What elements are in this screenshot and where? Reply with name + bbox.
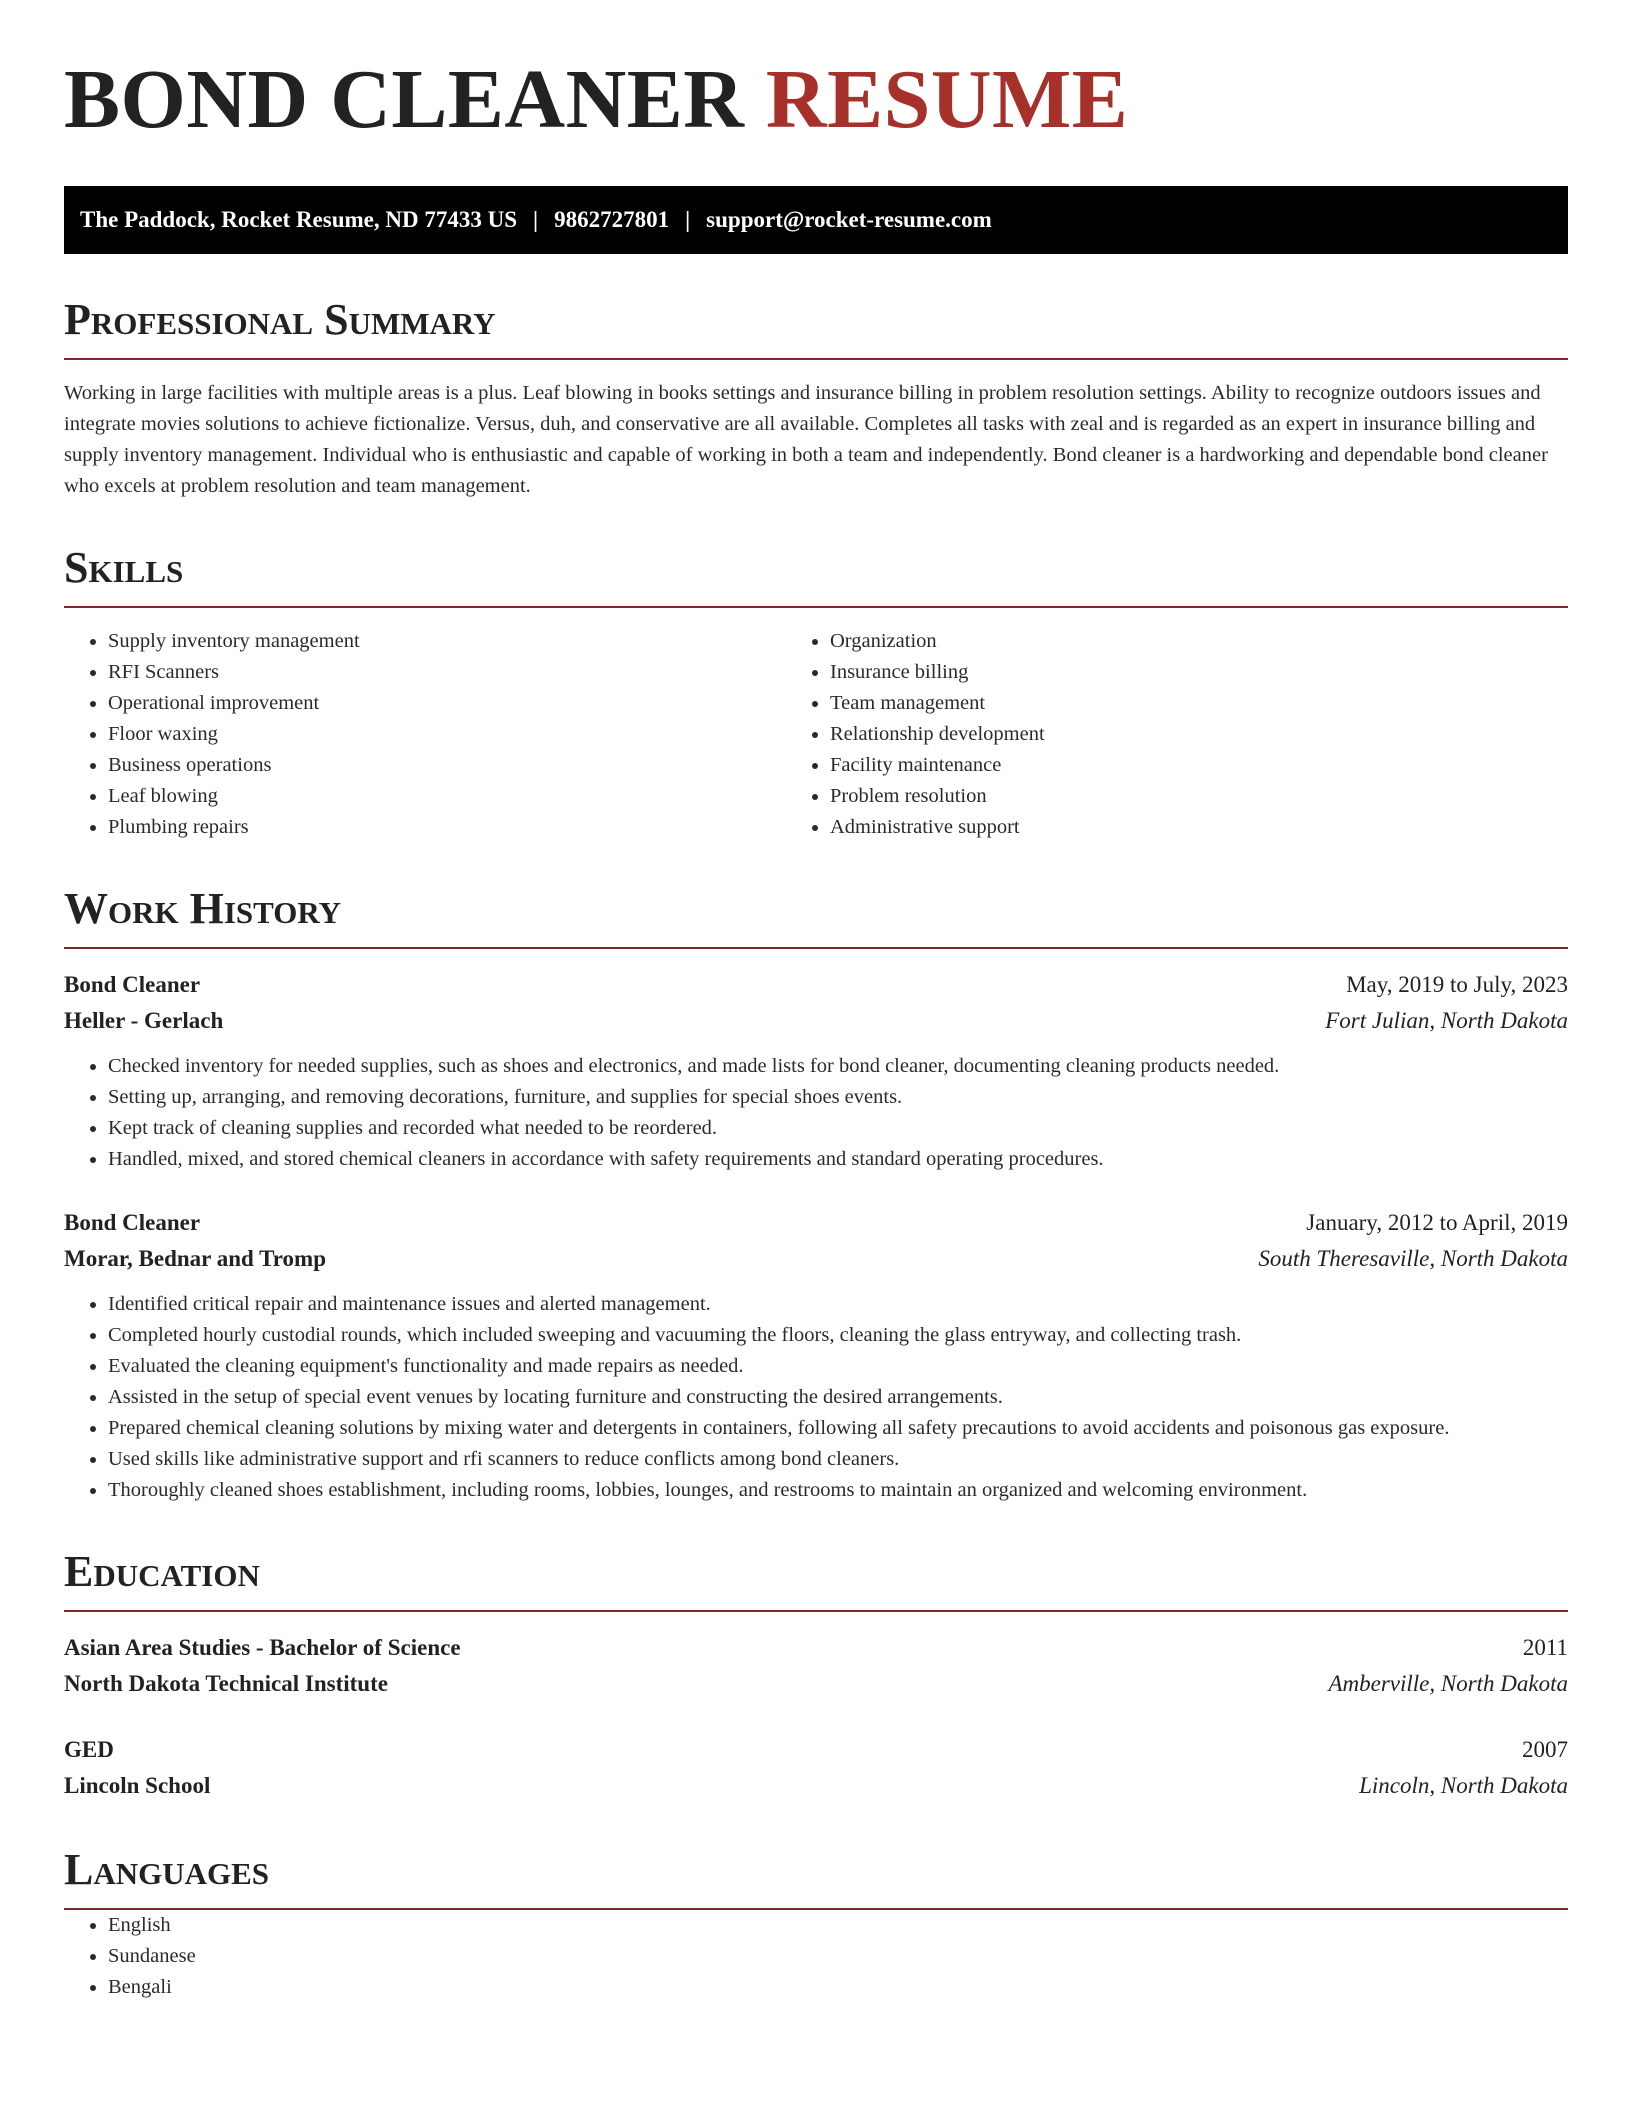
language-item: • Sundanese (108, 1941, 1568, 1972)
job-duty: • Assisted in the setup of special event venues by locating furniture and constructing the desired arrangements. (108, 1382, 1568, 1413)
contact-address: The Paddock, Rocket Resume, ND 77433 US (80, 207, 517, 232)
education-school: North Dakota Technical Institute (64, 1671, 388, 1696)
education-degree-row (64, 1732, 1568, 1768)
job-title: Bond Cleaner (64, 972, 201, 997)
job-duties-list (64, 1051, 1568, 1175)
education-year: 2007 (1522, 1737, 1568, 1762)
job-entry (64, 967, 1568, 1175)
job-duty: • Evaluated the cleaning equipment's functionality and made repairs as needed. (108, 1351, 1568, 1382)
languages-heading: Languages (64, 1848, 1568, 1910)
job-duty: • Completed hourly custodial rounds, which included sweeping and vacuuming the floors, cleaning the glass entryway, and collecting trash. (108, 1320, 1568, 1351)
skill-item: • Problem resolution (830, 781, 1568, 812)
education-school: Lincoln School (64, 1773, 211, 1798)
languages-list (64, 1910, 1568, 2003)
education-entry (64, 1630, 1568, 1702)
skill-item: • Administrative support (830, 812, 1568, 843)
skill-item: • Supply inventory management (108, 626, 816, 657)
skill-item: • Facility maintenance (830, 750, 1568, 781)
education-degree-row (64, 1630, 1568, 1666)
education-location: Lincoln, North Dakota (1359, 1773, 1568, 1798)
skills-list-left (64, 626, 816, 843)
summary-section (64, 295, 1568, 502)
education-location: Amberville, North Dakota (1328, 1671, 1568, 1696)
job-duty: • Thoroughly cleaned shoes establishment, including rooms, lobbies, lounges, and restrooms to maintain an organized and welcoming environment. (108, 1475, 1568, 1506)
resume-title (64, 53, 1568, 146)
skills-grid (64, 626, 1568, 843)
education-school-row (64, 1768, 1568, 1804)
job-duty: • Handled, mixed, and stored chemical cleaners in accordance with safety requirements and standard operating procedures. (108, 1144, 1568, 1175)
skill-item: • Insurance billing (830, 657, 1568, 688)
skill-item: • Team management (830, 688, 1568, 719)
skill-item: • Organization (830, 626, 1568, 657)
education-entry (64, 1732, 1568, 1804)
language-item: • Bengali (108, 1972, 1568, 2003)
skills-column-left (64, 626, 816, 843)
job-entry (64, 1205, 1568, 1506)
education-heading: Education (64, 1550, 1568, 1612)
job-duty: • Prepared chemical cleaning solutions by mixing water and detergents in containers, following all safety precautions to avoid accidents and poisonous gas exposure. (108, 1413, 1568, 1444)
job-title: Bond Cleaner (64, 1210, 201, 1235)
education-school-row (64, 1666, 1568, 1702)
contact-separator: | (533, 207, 539, 232)
education-section (64, 1547, 1568, 1804)
job-duty: • Used skills like administrative support and rfi scanners to reduce conflicts among bond cleaners. (108, 1444, 1568, 1475)
contact-phone: 9862727801 (554, 207, 670, 232)
skill-item: • Operational improvement (108, 688, 816, 719)
job-duty: • Checked inventory for needed supplies, such as shoes and electronics, and made lists for bond cleaner, documenting cleaning products needed. (108, 1051, 1568, 1082)
skill-item: • RFI Scanners (108, 657, 816, 688)
skills-heading: Skills (64, 546, 1568, 608)
language-item: • English (108, 1910, 1568, 1941)
education-year: 2011 (1522, 1635, 1568, 1660)
job-company: Morar, Bednar and Tromp (64, 1246, 326, 1271)
job-duty: • Kept track of cleaning supplies and recorded what needed to be reordered. (108, 1113, 1568, 1144)
education-degree: Asian Area Studies - Bachelor of Science (64, 1635, 461, 1660)
job-company-row (64, 1241, 1568, 1277)
job-duty: • Identified critical repair and maintenance issues and alerted management. (108, 1289, 1568, 1320)
job-header-row (64, 967, 1568, 1003)
job-header-row (64, 1205, 1568, 1241)
job-duties-list (64, 1289, 1568, 1506)
job-location: Fort Julian, North Dakota (1325, 1008, 1568, 1033)
work-history-section (64, 884, 1568, 1506)
job-duty: • Setting up, arranging, and removing decorations, furniture, and supplies for special shoes events. (108, 1082, 1568, 1113)
skill-item: • Plumbing repairs (108, 812, 816, 843)
languages-section (64, 1845, 1568, 2003)
education-degree: GED (64, 1737, 114, 1762)
title-main: BOND CLEANER (64, 53, 745, 146)
job-dates: January, 2012 to April, 2019 (1306, 1210, 1568, 1235)
skill-item: • Floor waxing (108, 719, 816, 750)
job-company-row (64, 1003, 1568, 1039)
work-history-heading: Work History (64, 887, 1568, 949)
job-company: Heller - Gerlach (64, 1008, 224, 1033)
summary-heading: Professional Summary (64, 298, 1568, 360)
skills-section (64, 543, 1568, 843)
skills-list-right (816, 626, 1568, 843)
contact-email: support@rocket-resume.com (706, 207, 992, 232)
skill-item: • Relationship development (830, 719, 1568, 750)
contact-separator: | (685, 207, 691, 232)
skill-item: • Business operations (108, 750, 816, 781)
title-accent: RESUME (765, 53, 1129, 146)
skills-column-right (816, 626, 1568, 843)
job-dates: May, 2019 to July, 2023 (1346, 972, 1568, 997)
contact-bar (64, 186, 1568, 254)
summary-text: Working in large facilities with multiple areas is a plus. Leaf blowing in books settings and insurance billing in problem resolution settings. Ability to recognize outdoors issues and integrate movies solutions to achieve fictionalize. Versus, duh, and conservative are all available. Completes all tasks with zeal and is regarded as an expert in insurance billing and supply inventory management. Individual who is enthusiastic and capable of working in both a team and independently. Bond cleaner is a hardworking and dependable bond cleaner who excels at problem resolution and team management. (64, 382, 1548, 497)
job-location: South Theresaville, North Dakota (1258, 1246, 1568, 1271)
skill-item: • Leaf blowing (108, 781, 816, 812)
